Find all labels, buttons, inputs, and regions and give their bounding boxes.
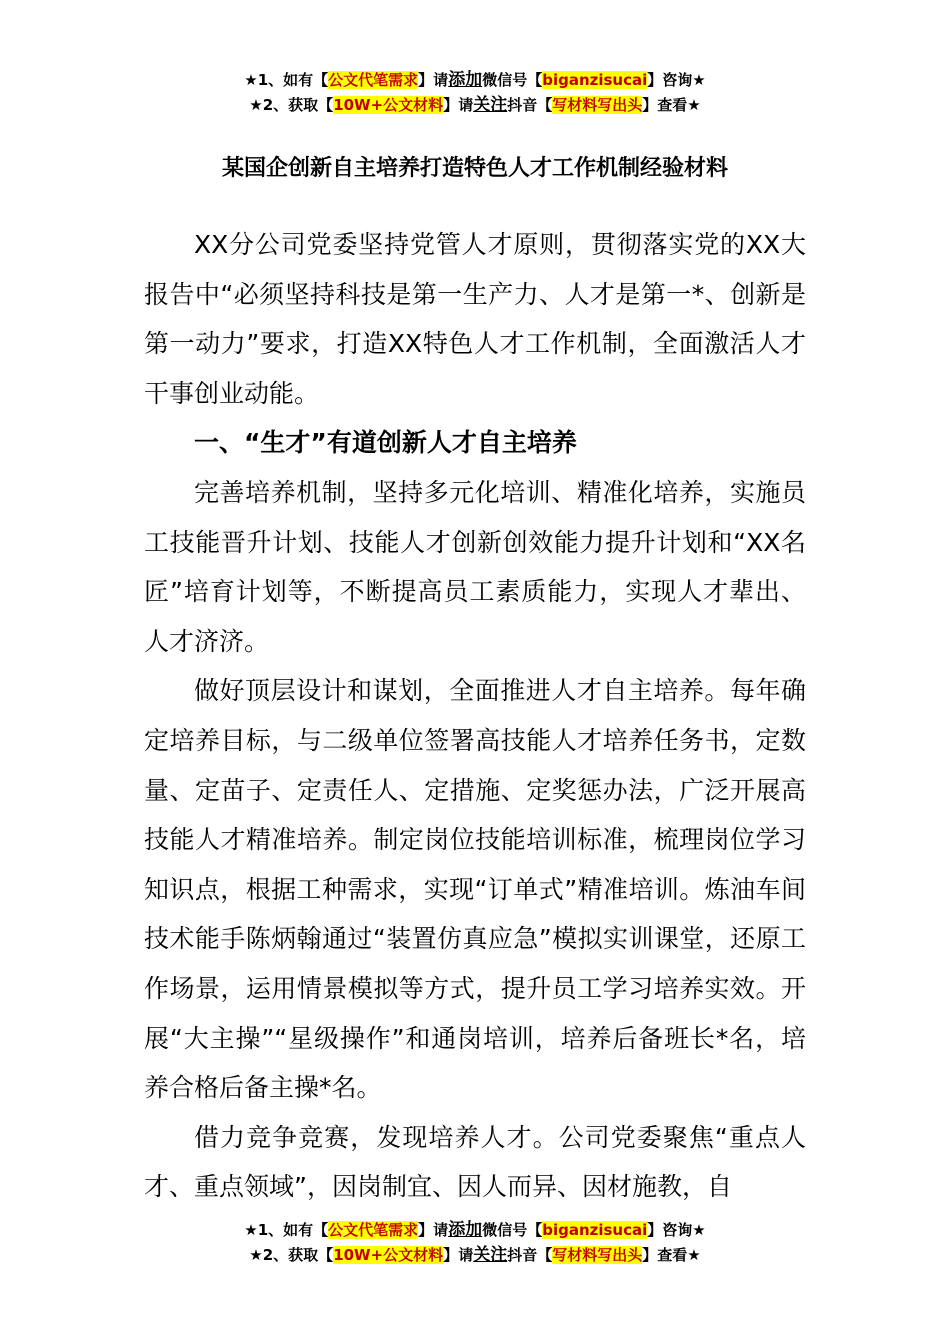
promo-line-2: ★2、获取【10W+公文材料】请关注抖音【写材料写出头】查看★ [249,95,701,115]
promo-underlined: 添加 [448,70,483,90]
document-body [144,220,806,1212]
promo-underlined: 关注 [473,1245,508,1265]
body-paragraph: 借力竞争竞赛，发现培养人才。公司党委聚焦“重点人才、重点领域”，因岗制宜、因人而异、因材施教，自 [144,1122,806,1202]
section-heading: 一、“生才”有道创新人才自主培养 [194,428,577,458]
promo-douyin-id: 写材料写出头 [552,1246,643,1264]
body-paragraph: 完善培养机制，坚持多元化培训、精准化培养，实施员工技能晋升计划、技能人才创新创效能力提升计划和“XX名匠”培育计划等，不断提高员工素质能力，实现人才辈出、人才济济。 [144,477,806,656]
promo-line-2: ★2、获取【10W+公文材料】请关注抖音【写材料写出头】查看★ [249,1245,701,1265]
body-paragraph: 做好顶层设计和谋划，全面推进人才自主培养。每年确定培养目标，与二级单位签署高技能人才培养任务书，定数量、定苗子、定责任人、定措施、定奖惩办法，广泛开展高技能人才精准培养。制定岗位技能培训标准，梳理岗位学习知识点，根据工种需求，实现“订单式”精准培训。炼油车间技术能手陈炳翰通过“装置仿真应急”模拟实训课堂，还原工作场景，运用情景模拟等方式，提升员工学习培养实效。开展“大主操”“星级操作”和通岗培训，培养后备班长*名，培养合格后备主操*名。 [144,676,806,1103]
promo-highlight: 10W+公文材料 [333,96,444,114]
intro-paragraph: XX分公司党委坚持党管人才原则，贯彻落实党的XX大报告中“必须坚持科技是第一生产力、人才是第一*、创新是第一动力”要求，打造XX特色人才工作机制，全面激活人才干事创业动能。 [144,230,806,408]
promo-highlight: 公文代笔需求 [328,71,419,89]
promo-underlined: 关注 [473,95,508,115]
promo-douyin-id: 写材料写出头 [552,96,643,114]
promo-line-1: ★1、如有【公文代笔需求】请添加微信号【biganzisucai】咨询★ [244,70,706,90]
promo-highlight: 公文代笔需求 [328,1221,419,1239]
promo-line-1: ★1、如有【公文代笔需求】请添加微信号【biganzisucai】咨询★ [244,1220,706,1240]
promo-wechat-id: biganzisucai [542,1221,648,1239]
header-promo-banner [0,68,950,118]
promo-underlined: 添加 [448,1220,483,1240]
promo-highlight: 10W+公文材料 [333,1246,444,1264]
footer-promo-banner [0,1218,950,1268]
document-title: 某国企创新自主培养打造特色人才工作机制经验材料 [221,156,728,181]
promo-wechat-id: biganzisucai [542,71,648,89]
